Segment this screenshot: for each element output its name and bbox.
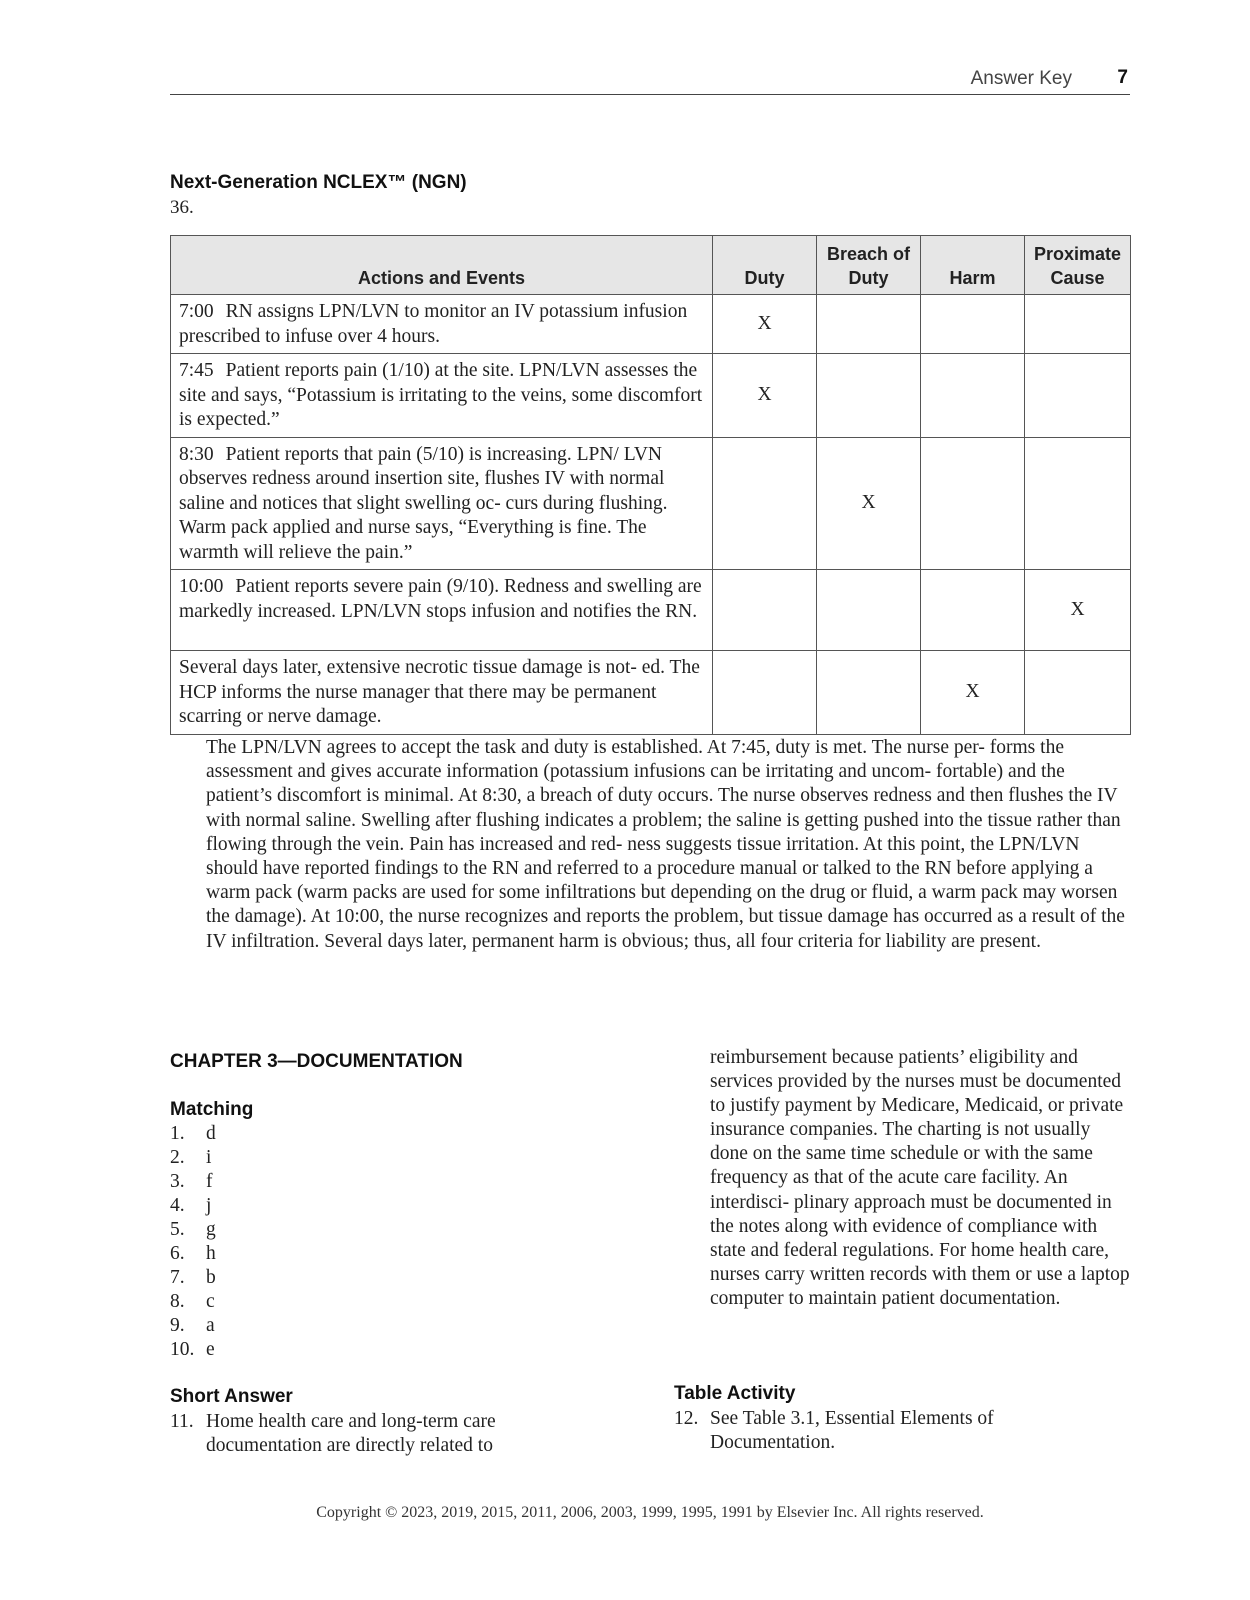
harm-cell: X: [921, 651, 1025, 735]
harm-cell: [921, 570, 1025, 651]
table-activity-text: See Table 3.1, Essential Elements of Documentation.: [710, 1408, 994, 1453]
header-proximate-cause: Proximate Cause: [1025, 236, 1131, 295]
event-cell: [171, 437, 713, 570]
breach-cell: [817, 570, 921, 651]
list-item: [170, 1194, 216, 1218]
list-item: [170, 1290, 216, 1314]
chapter-heading: CHAPTER 3—DOCUMENTATION: [170, 1051, 463, 1072]
rationale-paragraph: The LPN/LVN agrees to accept the task and duty is established. At 7:45, duty is met. The nurse per- forms the assessment and gives accurate information (potassium infusions can be irritating and uncom- fortable) and the patient’s discomfort is minimal. At 8:30, a breach of duty occurs. The nurse observes redness and then flushes the IV with normal saline. Swelling after flushing indicates a problem; the saline is getting pushed into the tissue rather than flowing through the vein. Pain has increased and red- ness suggests tissue irritation. At this point, the LPN/LVN should have reported findings to the RN and referred to a procedure manual or talked to the RN before applying a warm pack (warm packs are used for some infiltrations but depending on the drug or fluid, a warm pack may worsen the damage). At 10:00, the nurse recognizes and reports the problem, but tissue damage has occurred as a result of the IV infiltration. Several days later, permanent harm is obvious; thus, all four criteria for liability are present.: [206, 737, 1125, 952]
event-cell: [171, 295, 713, 354]
item-number: 10.: [170, 1339, 195, 1360]
breach-cell: [817, 354, 921, 438]
item-number: 12.: [674, 1408, 699, 1429]
table-activity-heading: Table Activity: [674, 1383, 796, 1404]
harm-cell: [921, 437, 1025, 570]
table-row: [171, 570, 1131, 651]
item-answer: a: [206, 1315, 215, 1336]
question-number-36: 36.: [170, 197, 194, 218]
item-answer: f: [206, 1171, 213, 1192]
table-row: [171, 437, 1131, 570]
item-number: 8.: [170, 1291, 185, 1312]
header-harm: Harm: [921, 236, 1025, 295]
header-duty: Duty: [713, 236, 817, 295]
list-item: [170, 1314, 216, 1338]
short-answer-continuation: reimbursement because patients’ eligibility and services provided by the nurses must be documented to justify payment by Medicare, Medicaid, or private insurance companies. The charting is not usually done on the same time schedule or with the same frequency as that of the acute care facility. An interdisci- plinary approach must be documented in the notes along with evidence of compliance with state and federal regulations. For home health care, nurses carry written records with them or use a laptop computer to maintain patient documentation.: [710, 1047, 1130, 1309]
duty-cell: X: [713, 354, 817, 438]
item-number: 5.: [170, 1219, 185, 1240]
list-item: [170, 1170, 216, 1194]
event-text: Patient reports severe pain (9/10). Redness and swelling are markedly increased. LPN/LVN stops infusion and notifies the RN.: [179, 576, 702, 622]
item-answer: g: [206, 1219, 216, 1240]
short-answer-text: Home health care and long-term care documentation are directly related to: [206, 1411, 496, 1456]
item-number: 2.: [170, 1147, 185, 1168]
event-text: Several days later, extensive necrotic tissue damage is not- ed. The HCP informs the nurse manager that there may be permanent scarring or nerve damage.: [179, 657, 700, 727]
item-answer: d: [206, 1123, 216, 1144]
breach-cell: [817, 295, 921, 354]
harm-cell: [921, 354, 1025, 438]
ngn-table: [170, 235, 1131, 735]
list-item: [170, 1122, 216, 1146]
item-answer: e: [206, 1339, 215, 1360]
table-header-row: [171, 236, 1131, 295]
table-activity-item-12: [674, 1407, 1094, 1455]
list-item: [170, 1338, 216, 1362]
list-item: [170, 1266, 216, 1290]
header-breach-of-duty: Breach of Duty: [817, 236, 921, 295]
cause-cell: [1025, 437, 1131, 570]
event-text: Patient reports pain (1/10) at the site. LPN/LVN assesses the site and says, “Potassium is irritating to the veins, some discomfort is expected.”: [179, 360, 703, 430]
harm-cell: [921, 295, 1025, 354]
duty-cell: [713, 651, 817, 735]
duty-cell: [713, 570, 817, 651]
item-number: 4.: [170, 1195, 185, 1216]
table-row: [171, 651, 1131, 735]
item-number: 6.: [170, 1243, 185, 1264]
cause-cell: [1025, 354, 1131, 438]
item-answer: c: [206, 1291, 215, 1312]
table-row: [171, 295, 1131, 354]
short-answer-heading: Short Answer: [170, 1386, 293, 1407]
running-header-section: Answer Key: [970, 68, 1072, 89]
header-actions-events: Actions and Events: [171, 236, 713, 295]
ngn-heading: Next-Generation NCLEX™ (NGN): [170, 172, 467, 193]
list-item: [170, 1218, 216, 1242]
short-answer-item-11: [170, 1410, 570, 1458]
breach-cell: [817, 651, 921, 735]
item-number: 11.: [170, 1411, 194, 1432]
event-time: 10:00: [179, 576, 224, 597]
page-number: 7: [1117, 67, 1128, 88]
matching-heading: Matching: [170, 1099, 254, 1120]
event-cell: [171, 651, 713, 735]
event-cell: [171, 570, 713, 651]
item-answer: i: [206, 1147, 212, 1168]
event-text: RN assigns LPN/LVN to monitor an IV potassium infusion prescribed to infuse over 4 hours.: [179, 301, 688, 347]
item-answer: h: [206, 1243, 216, 1264]
running-header: [170, 64, 1130, 95]
matching-answer-list: [170, 1122, 216, 1362]
breach-cell: X: [817, 437, 921, 570]
table-row: [171, 354, 1131, 438]
item-number: 9.: [170, 1315, 185, 1336]
duty-cell: X: [713, 295, 817, 354]
item-number: 1.: [170, 1123, 185, 1144]
event-time: 7:45: [179, 360, 214, 381]
cause-cell: [1025, 295, 1131, 354]
cause-cell: X: [1025, 570, 1131, 651]
event-time: 8:30: [179, 443, 214, 465]
list-item: [170, 1146, 216, 1170]
item-number: 7.: [170, 1267, 185, 1288]
list-item: [170, 1242, 216, 1266]
copyright-footer: Copyright © 2023, 2019, 2015, 2011, 2006, 2003, 1999, 1995, 1991 by Elsevier Inc. All rights reserved.: [316, 1504, 984, 1521]
item-number: 3.: [170, 1171, 185, 1192]
event-cell: [171, 354, 713, 438]
event-text: Patient reports that pain (5/10) is increasing. LPN/ LVN observes redness around insertion site, flushes IV with normal saline and notices that slight swelling oc- curs during flushing. Warm pack applied and nurse says, “Everything is fine. The warmth will relieve the pain.”: [179, 443, 668, 563]
item-answer: b: [206, 1267, 216, 1288]
cause-cell: [1025, 651, 1131, 735]
item-answer: j: [206, 1195, 212, 1216]
event-time: 7:00: [179, 301, 214, 322]
duty-cell: [713, 437, 817, 570]
